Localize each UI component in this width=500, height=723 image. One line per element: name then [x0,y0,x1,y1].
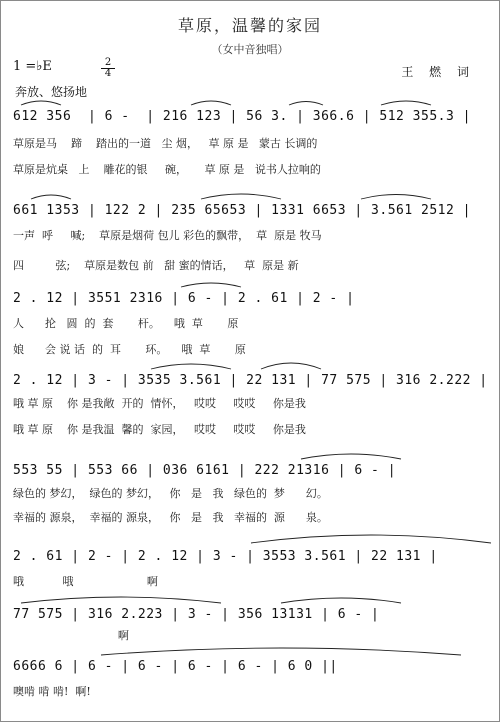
time-signature [101,58,115,79]
lyric-line-verse-2: 草原是炕桌 上 雕花的银 碗， 草 原 是 说书人拉响的 [13,163,321,176]
lyric-line-verse-1: 草原是马 蹄 踏出的一道 尘 烟， 草 原 是 蒙古 长调的 [13,137,318,150]
slur-mark [151,364,231,369]
lyric-line-verse-1: 人 抡 圆 的 套 杆。 哦 草 原 [13,317,239,330]
meter-top: 2 [104,57,112,68]
lyric-line-verse-2: 哦 草 原 你 是我温 馨的 家园， 哎哎 哎哎 你是我 [13,423,306,436]
lyric-line-verse-2: 啊 [13,629,129,642]
notation-line: 2 . 12 | 3551 2316 | 6 - | 2 . 61 | 2 - | [13,291,355,306]
key-value: ♭E [36,59,52,74]
lyric-line-verse-1: 绿色的 梦幻， 绿色的 梦幻， 你 是 我 绿色的 梦 幻。 [13,487,328,500]
slur-mark [201,194,281,199]
slur-mark [301,454,401,459]
lyric-line-verse-1: 哦 草 原 你 是我敞 开的 情怀， 哎哎 哎哎 你是我 [13,397,306,410]
slur-mark [251,535,491,543]
slur-mark [191,101,231,105]
notation-line: 6666 6 | 6 - | 6 - | 6 - | 6 - | 6 0 || [13,659,338,674]
lyric-line-verse-2: 四 弦; 草原是数包 前 甜 蜜的情话， 草 原是 新 [13,259,299,272]
notation-line: 553 55 | 553 66 | 036 6161 | 222 21316 | 6 - | [13,463,397,478]
song-subtitle: （女中音独唱） [211,43,289,56]
notation-line: 612 356 | 6 - | 216 123 | 56 3. | 366.6 | 512 355.3 | [13,109,471,124]
notation-line: 2 . 12 | 3 - | 3535 3.561 | 22 131 | 77 575 | 316 2.222 | [13,373,488,388]
lyric-line-verse-1: 噢啃 啃 啃! 啊! [13,685,91,698]
slur-mark [261,363,321,369]
slur-mark [101,648,461,655]
lyric-line-verse-1: 一声 呼 喊; 草原是烟荷 包儿 彩色的飘带， 草 原是 牧马 [13,229,322,242]
song-title: 草原，温馨的家园 [177,16,322,35]
notation-line: 77 575 | 316 2.223 | 3 - | 356 13131 | 6 - | [13,607,380,622]
slur-mark [289,102,323,106]
slur-mark [21,101,61,105]
lyric-line-verse-1: 哦 哦 啊 [13,575,158,588]
meter-bottom: 4 [101,68,115,79]
lyricist: 王 燃 词 [401,65,475,79]
slur-mark [361,195,431,200]
notation-line: 661 1353 | 122 2 | 235 65653 | 1331 6653 | 3.561 2512 | [13,203,471,218]
slur-mark [21,597,221,603]
slur-mark [31,195,71,199]
notation-line: 2 . 61 | 2 - | 2 . 12 | 3 - | 3553 3.561 | 22 131 | [13,549,438,564]
key-signature [13,59,52,74]
tempo-mark: 奔放、悠扬地 [15,85,88,99]
slur-mark [181,283,241,287]
key-prefix: 1 = [13,59,37,74]
lyric-line-verse-2: 娘 会 说 话 的 耳 环。 哦 草 原 [13,343,246,356]
lyric-line-verse-2: 幸福的 源泉， 幸福的 源泉， 你 是 我 幸福的 源 泉。 [13,511,328,524]
slur-mark [381,101,431,105]
slur-mark [281,598,401,603]
